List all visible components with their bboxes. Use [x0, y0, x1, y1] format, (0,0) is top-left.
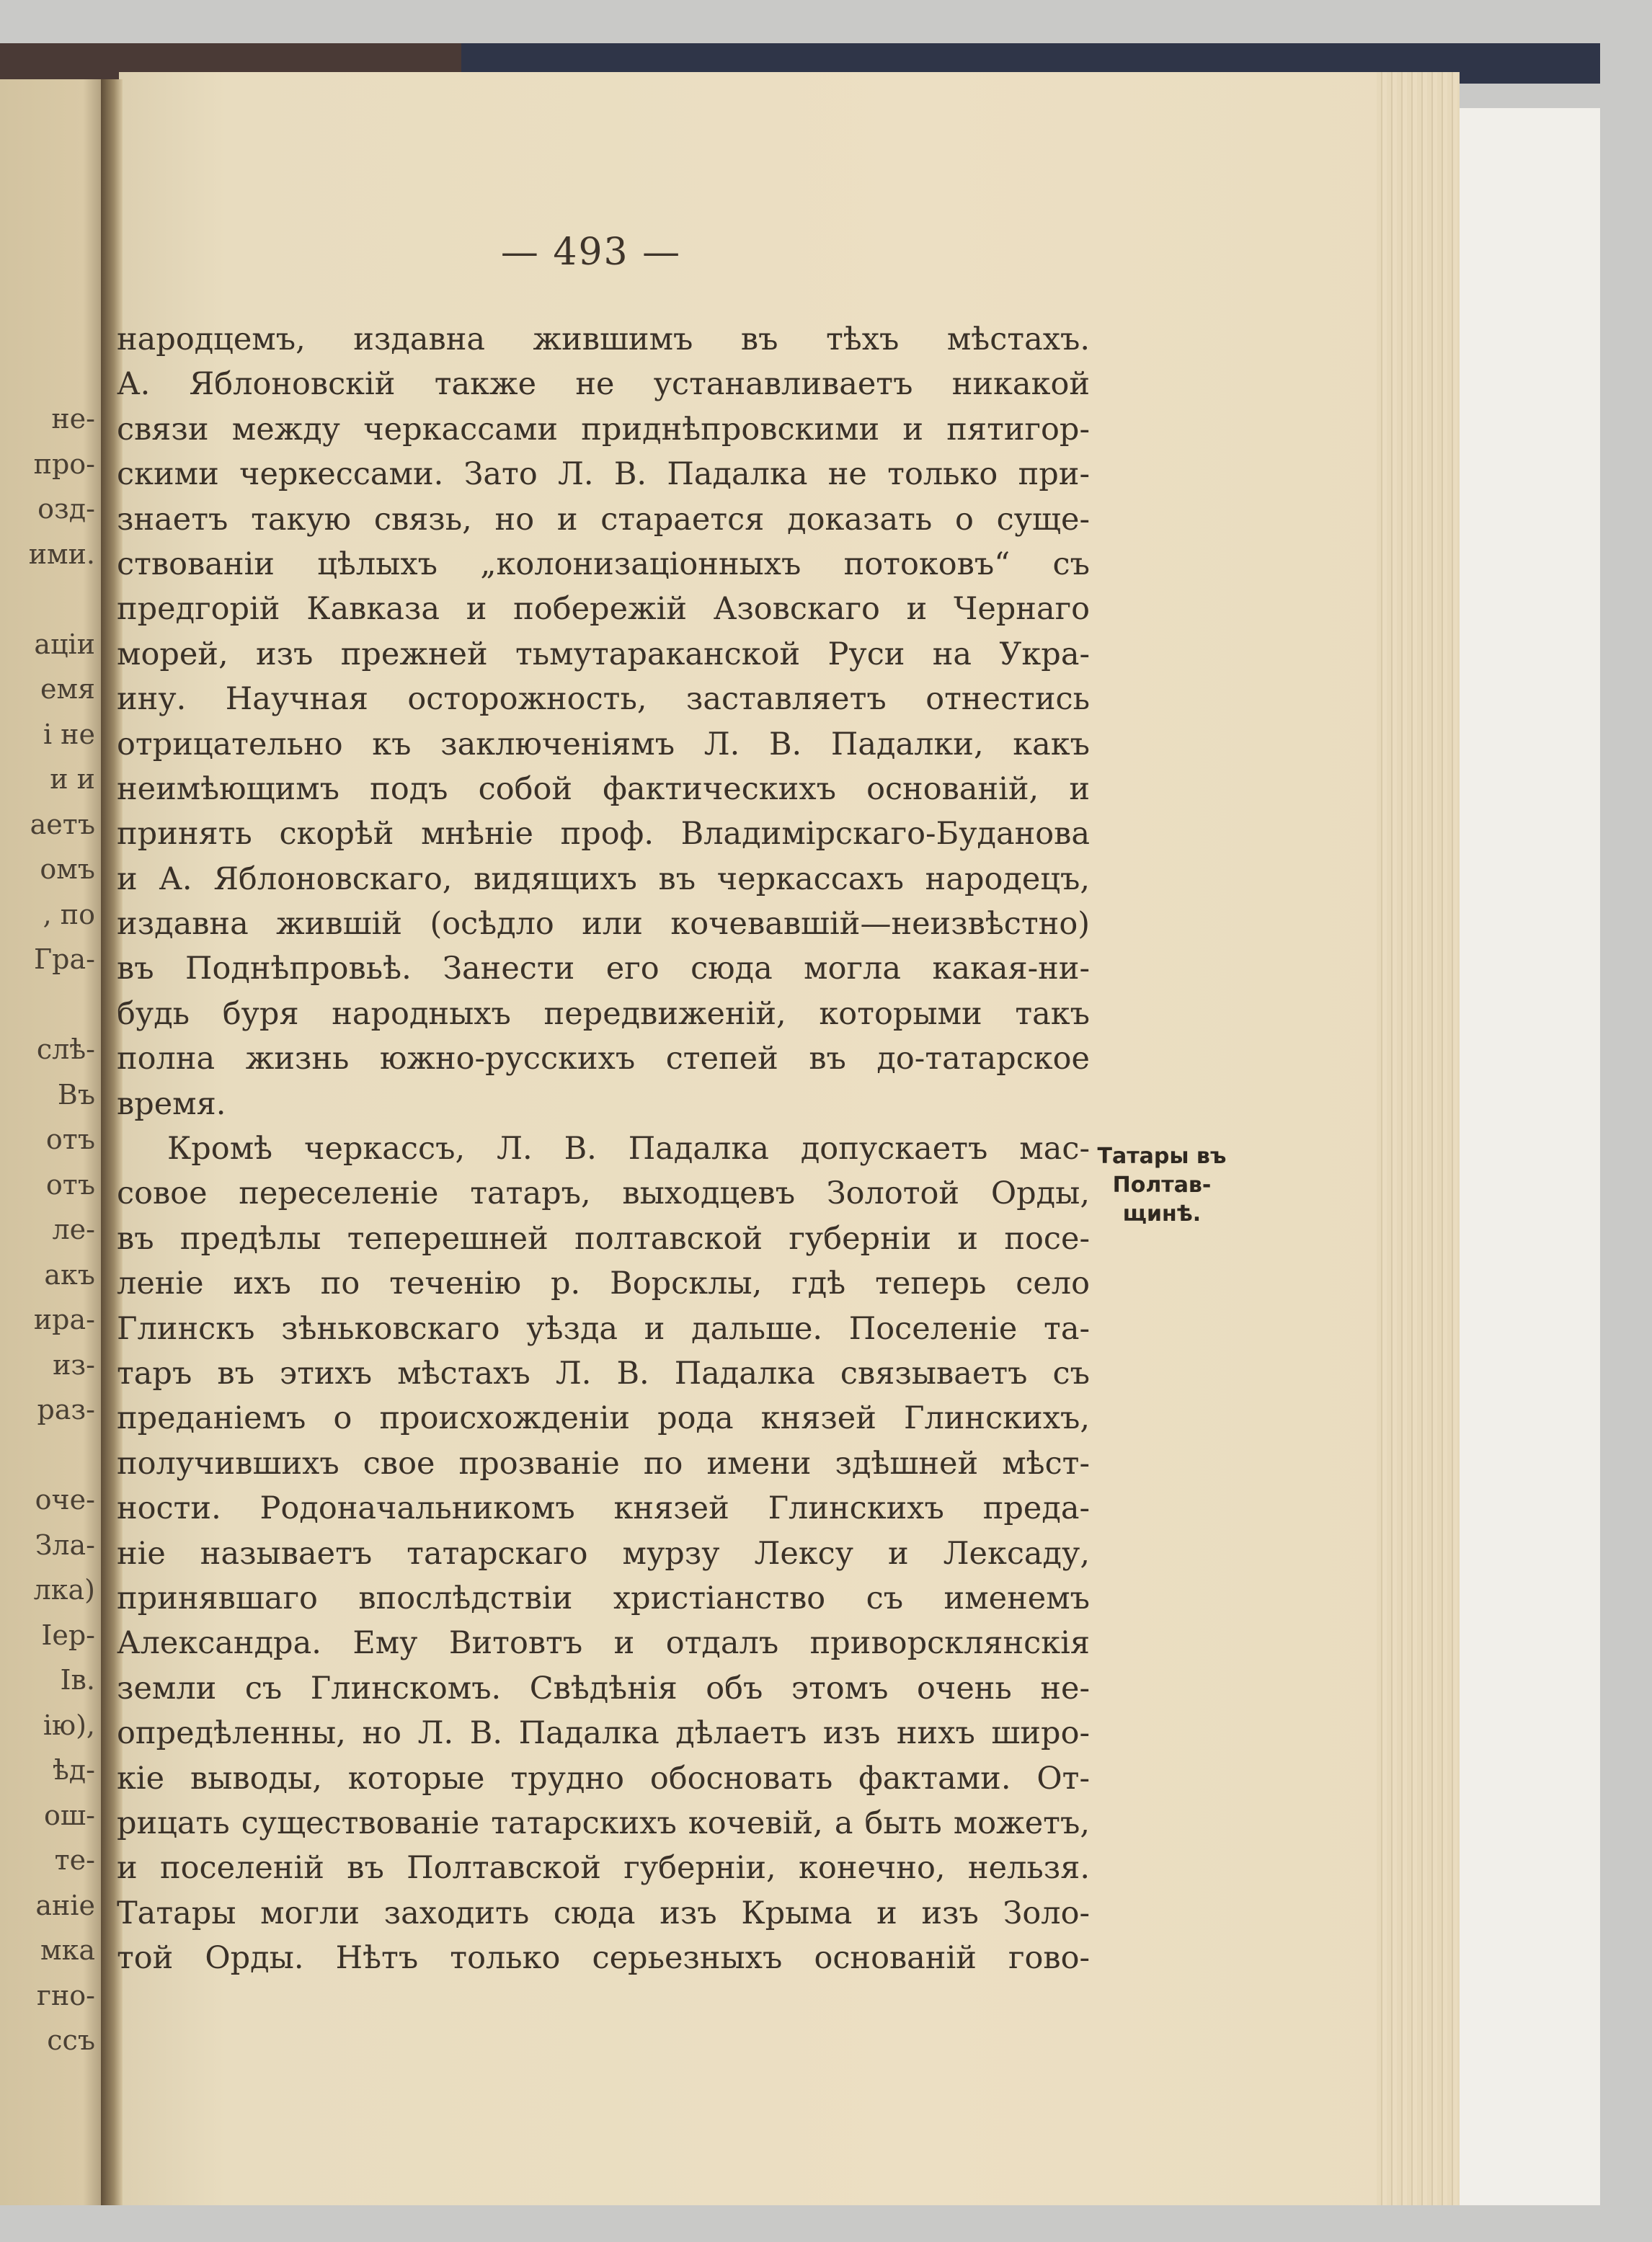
left-page-text-fragments — [0, 396, 95, 2063]
text-line: будь буря народныхъ передвиженій, которыми такъ — [117, 995, 1090, 1032]
left-fragment-line: акъ — [44, 1258, 95, 1291]
text-line: ніе называетъ татарскаго мурзу Лексу и Лексаду, — [117, 1535, 1090, 1572]
text-line: таръ въ этихъ мѣстахъ Л. В. Падалка связываетъ съ — [117, 1355, 1090, 1392]
text-line: знаетъ такую связь, но и старается доказать о суще- — [117, 501, 1090, 538]
text-line: и поселеній въ Полтавской губерніи, конечно, нельзя. — [117, 1850, 1090, 1887]
text-line: предгорій Кавказа и побережій Азовскаго и Чернаго — [117, 591, 1090, 628]
text-line: морей, изъ прежней тьмутараканской Руси на Укра- — [117, 636, 1090, 672]
text-line: Татары могли заходить сюда изъ Крыма и изъ Золо- — [117, 1895, 1090, 1931]
left-fragment-line: из- — [53, 1348, 95, 1381]
text-line: принявшаго впослѣдствіи христіанство съ именемъ — [117, 1580, 1090, 1616]
text-line: получившихъ свое прозваніе по имени здѣшней мѣст- — [117, 1445, 1090, 1482]
text-line: земли съ Глинскомъ. Свѣдѣнія объ этомъ очень не- — [117, 1670, 1090, 1707]
page-number: — 493 — — [500, 231, 682, 274]
left-fragment-line: отъ — [45, 1124, 95, 1155]
text-line: полна жизнь южно-русскихъ степей въ до-татарское — [117, 1041, 1090, 1077]
margin-note-line: Татары въ — [1097, 1144, 1227, 1169]
text-line: ствованіи цѣлыхъ „колонизаціонныхъ потоковъ“ съ — [117, 546, 1090, 582]
text-line: преданіемъ о происхожденіи рода князей Глинскихъ, — [117, 1400, 1090, 1437]
text-line: совое переселеніе татаръ, выходцевъ Золотой Орды, — [117, 1175, 1090, 1212]
margin-note-line: щинѣ. — [1122, 1201, 1202, 1227]
left-fragment-line: , по — [43, 898, 95, 930]
left-fragment-line: отъ — [45, 1168, 95, 1201]
text-line: неимѣющимъ подъ собой фактическихъ основаній, и — [117, 770, 1090, 807]
left-fragment-line: озд- — [37, 493, 95, 525]
body-text — [117, 317, 1090, 1980]
text-line: рицать существованіе татарскихъ кочевій, а быть можетъ, — [117, 1805, 1090, 1841]
left-fragment-line: ош- — [43, 1799, 95, 1831]
text-line: въ предѣлы теперешней полтавской губерніи и посе- — [117, 1220, 1090, 1257]
left-fragment-line: аціи — [34, 628, 95, 660]
left-fragment-line: і не — [43, 718, 95, 750]
left-fragment-line: ле- — [52, 1214, 95, 1245]
left-fragment-line: лка) — [33, 1574, 95, 1606]
left-fragment-line — [0, 577, 95, 622]
left-fragment-line: и и — [50, 763, 95, 795]
text-line: время. — [117, 1085, 226, 1122]
text-line: кіе выводы, которые трудно обосновать фактами. От- — [117, 1760, 1090, 1797]
text-line: въ Поднѣпровьѣ. Занести его сюда могла какая-ни- — [117, 951, 1090, 987]
margin-note-line: Полтав- — [1112, 1173, 1212, 1198]
left-fragment-line: слѣ- — [36, 1033, 95, 1065]
left-fragment-line: Зла- — [35, 1529, 95, 1561]
left-fragment-line: аніе — [35, 1889, 95, 1921]
text-line: ности. Родоначальникомъ князей Глинскихъ преда- — [117, 1490, 1090, 1527]
text-line: леніе ихъ по теченію р. Ворсклы, гдѣ теперь село — [117, 1265, 1090, 1302]
text-line: той Орды. Нѣтъ только серьезныхъ основаній гово- — [117, 1940, 1090, 1977]
text-line: народцемъ, издавна жившимъ въ тѣхъ мѣстахъ. — [117, 321, 1090, 357]
left-fragment-line: раз- — [37, 1394, 95, 1425]
left-fragment-line: ссъ — [47, 2024, 95, 2056]
left-fragment-line: про- — [33, 448, 95, 480]
left-fragment-line: оче- — [35, 1484, 95, 1516]
text-line: Кромѣ черкассъ, Л. В. Падалка допускаетъ мас- — [167, 1131, 1090, 1167]
text-line: отрицательно къ заключеніямъ Л. В. Падалки, какъ — [117, 726, 1090, 762]
left-fragment-line: омъ — [40, 853, 95, 885]
left-fragment-line: Іер- — [41, 1619, 95, 1651]
left-fragment-line: ира- — [33, 1304, 95, 1335]
background-board — [1460, 108, 1600, 2205]
text-line: А. Яблоновскій также не устанавливаетъ никакой — [117, 366, 1090, 403]
left-fragment-line: ію), — [43, 1709, 95, 1741]
text-line: Глинскъ зѣньковскаго уѣзда и дальше. Поселеніе та- — [117, 1310, 1090, 1347]
page-edges — [1377, 72, 1460, 2205]
left-fragment-line: аетъ — [30, 808, 95, 840]
text-line: Александра. Ему Витовтъ и отдалъ приворсклянскія — [117, 1625, 1090, 1662]
left-fragment-line — [0, 982, 95, 1028]
text-line: издавна жившій (осѣдло или кочевавшій—неизвѣстно) — [117, 906, 1090, 943]
left-fragment-line: ими. — [28, 538, 95, 570]
left-fragment-line: не- — [51, 403, 95, 435]
text-line: скими черкессами. Зато Л. В. Падалка не только при- — [117, 456, 1090, 493]
text-line: принять скорѣй мнѣніе проф. Владимірскаго-Буданова — [117, 816, 1090, 853]
left-fragment-line: Ів. — [60, 1664, 95, 1696]
left-fragment-line: ѣд- — [52, 1754, 95, 1786]
left-fragment-line: Въ — [57, 1078, 95, 1111]
left-fragment-line: те- — [54, 1844, 95, 1876]
text-line: и А. Яблоновскаго, видящихъ въ черкассахъ народецъ, — [117, 860, 1090, 897]
text-line: опредѣленны, но Л. В. Падалка дѣлаетъ изъ нихъ широ- — [117, 1715, 1090, 1752]
left-fragment-line: гно- — [37, 1979, 95, 2011]
text-line: ину. Научная осторожность, заставляетъ отнестись — [117, 681, 1090, 718]
left-fragment-line — [0, 1433, 95, 1478]
margin-note — [1090, 1142, 1234, 1229]
left-fragment-line: емя — [40, 673, 95, 705]
left-fragment-line: мка — [40, 1934, 95, 1966]
text-line: связи между черкассами приднѣпровскими и пятигор- — [117, 411, 1090, 448]
left-fragment-line: Гра- — [34, 943, 95, 975]
